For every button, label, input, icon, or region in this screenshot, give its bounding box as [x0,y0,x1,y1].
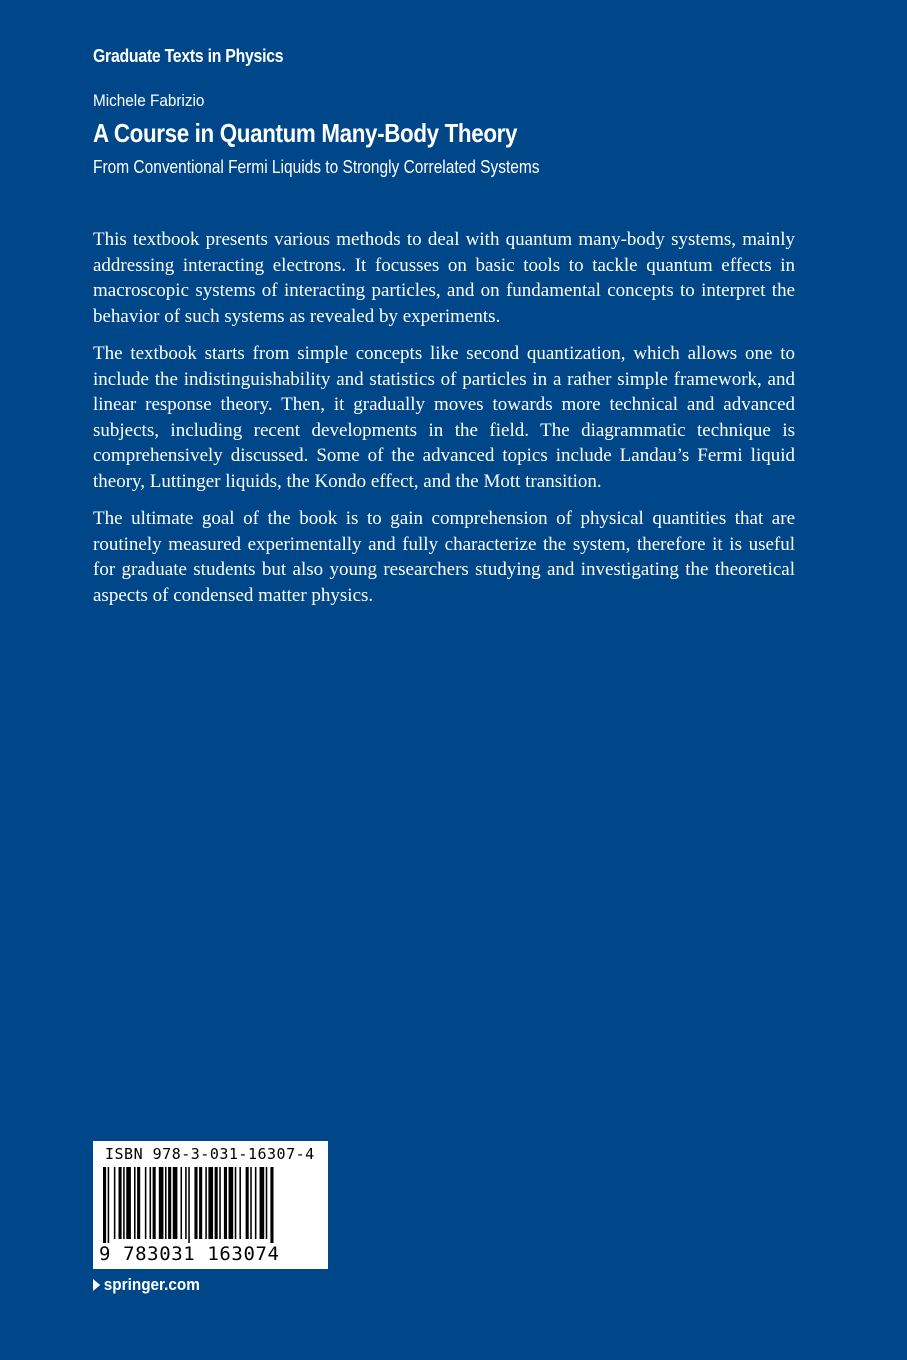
barcode-bar [208,1167,213,1239]
barcode-bar [165,1167,167,1239]
barcode-bar [134,1167,136,1239]
publisher-link-text: springer.com [103,1275,200,1294]
publisher-link[interactable] [93,1275,200,1295]
barcode-bar [260,1167,265,1239]
barcode-bar [137,1167,140,1239]
barcode-bar [168,1167,171,1239]
barcode-bars [101,1167,321,1243]
blurb-paragraph-3: The ultimate goal of the book is to gain comprehension of physical quantities that are routinely measured experimentally and fully characterize the system, therefore it is useful for graduate students but also young researchers studying and investigating the theoretical aspects of condensed matter physics. [93,508,795,606]
barcode-bar [194,1167,197,1239]
book-title: A Course in Quantum Many-Body Theory [93,118,518,148]
barcode-bar [235,1167,237,1239]
barcode-bar [255,1167,257,1239]
barcode-bar [114,1167,116,1239]
blurb-paragraph-2: The textbook starts from simple concepts like second quantization, which allows one to include the indistinguishability and statistics of particles in a rather simple framework, and linear response theory. Then, it gradually moves towards more technical and advanced subjects, including recent developments in the field. The diagrammatic technique is comprehensively discussed. Some of the advanced topics include Landau’s Fermi liquid theory, Luttinger liquids, the Kondo effect, and the Mott transition. [93,343,795,492]
series-title: Graduate Texts in Physics [93,46,284,66]
barcode-bar [188,1167,190,1243]
barcode-bar [219,1167,221,1239]
barcode-bar [150,1167,152,1239]
barcode-bar [246,1167,249,1239]
barcode-bar [270,1167,273,1243]
barcode-bar [126,1167,131,1239]
barcode-bar [199,1167,202,1239]
arrow-right-icon [93,1279,100,1291]
barcode-bar [145,1167,147,1239]
barcode-bar [108,1167,110,1243]
barcode-digits: 9 783031 163074 [99,1243,280,1265]
barcode-bar [181,1167,183,1239]
blurb [93,227,795,620]
barcode-bar [173,1167,178,1239]
barcode-bar [185,1167,187,1239]
isbn-barcode [93,1141,328,1269]
barcode-bar [266,1167,268,1239]
barcode-bar [103,1167,106,1243]
barcode-bar [250,1167,252,1239]
isbn-label: ISBN 978-3-031-16307-4 [105,1145,315,1163]
author-name: Michele Fabrizio [93,91,205,110]
barcode-bar [239,1167,241,1239]
barcode-bar [205,1167,207,1239]
barcode-bar [119,1167,122,1239]
barcode-bar [153,1167,156,1239]
barcode-bar [159,1167,164,1239]
blurb-paragraph-1: This textbook presents various methods to deal with quantum many-body systems, mainly addressing interacting electrons. It focusses on basic tools to tackle quantum effects in macroscopic systems of interacting particles, and on fundamental concepts to interpret the behavior of such systems as revealed by experiments. [93,229,795,327]
barcode-bar [229,1167,234,1239]
barcode-bar [123,1167,125,1239]
book-subtitle: From Conventional Fermi Liquids to Strongly Correlated Systems [93,157,540,177]
barcode-bar [215,1167,218,1239]
barcode-bar [224,1167,227,1239]
